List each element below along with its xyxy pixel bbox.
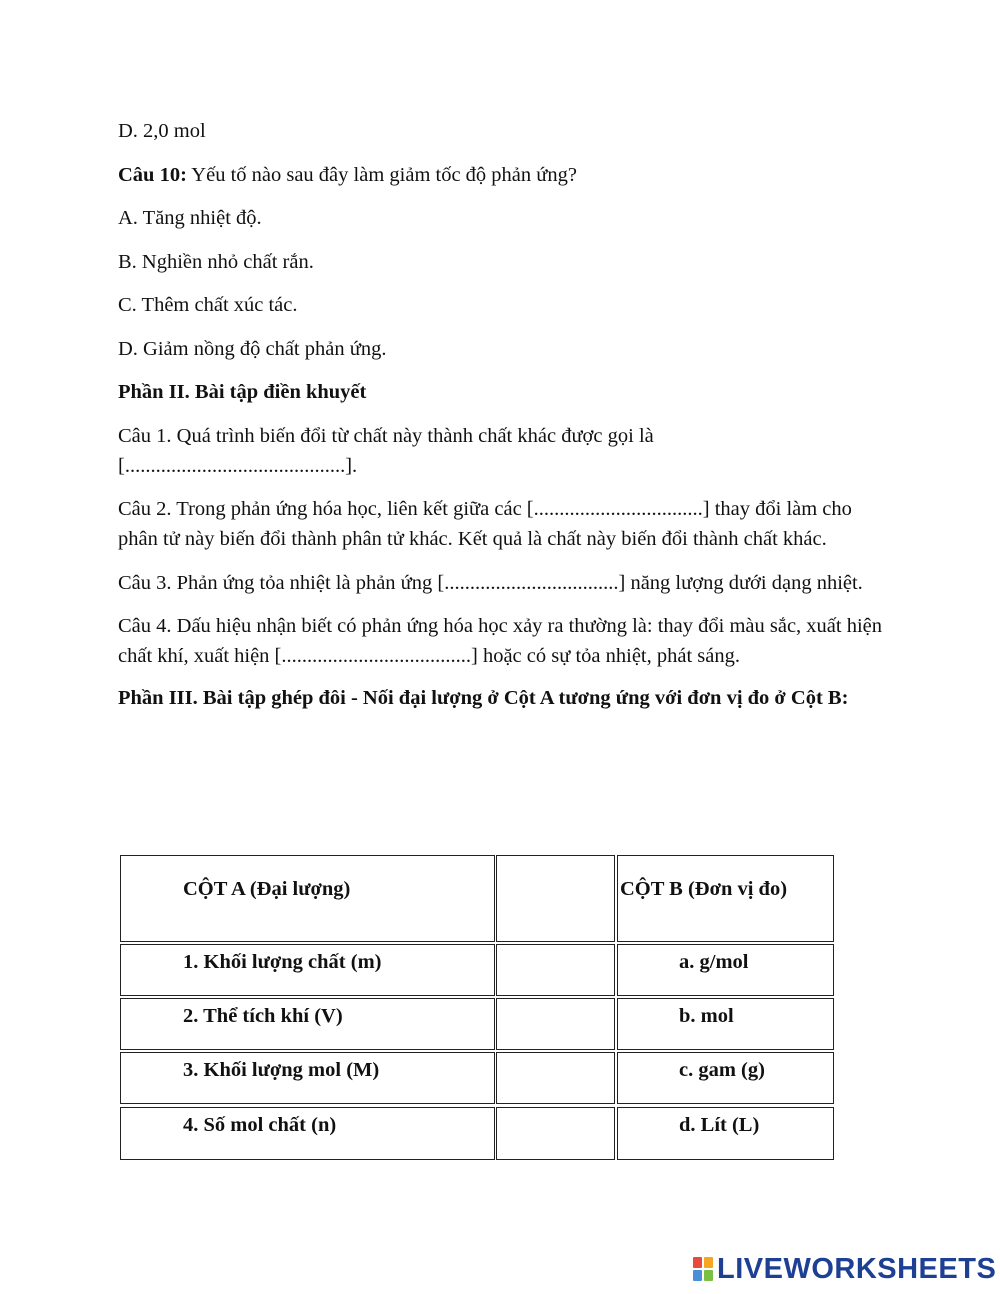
col-b-item-3: c. gam (g) bbox=[679, 1059, 765, 1081]
answer-header-cell bbox=[496, 855, 615, 942]
logo-block-green bbox=[704, 1270, 713, 1281]
q10-text: Yếu tố nào sau đây làm giảm tốc độ phản ứng? bbox=[186, 163, 577, 186]
logo-blocks-icon bbox=[693, 1257, 713, 1281]
part3-heading: Phần III. Bài tập ghép đôi - Nối đại lượng ở Cột A tương ứng với đơn vị đo ở Cột B: bbox=[118, 687, 849, 709]
logo-block-red bbox=[693, 1257, 702, 1268]
q9-option-d: D. 2,0 mol bbox=[118, 120, 206, 142]
part2-q3: Câu 3. Phản ứng tỏa nhiệt là phản ứng [..................................] năng lượng dưới dạng nhiệt. bbox=[118, 571, 863, 594]
header-a-text: CỘT A (Đại lượng) bbox=[183, 878, 351, 900]
col-a-cell-1 bbox=[120, 944, 495, 996]
header-cell-a bbox=[120, 855, 495, 942]
logo-block-orange bbox=[704, 1257, 713, 1268]
q10-label: Câu 10: bbox=[118, 163, 187, 186]
col-a-cell-2 bbox=[120, 998, 495, 1050]
part2-q4: Câu 4. Dấu hiệu nhận biết có phản ứng hóa học xảy ra thường là: thay đổi màu sắc, xuất hiện chất khí, xuất hiện [.....................................] hoặc có sự tỏa nhiệt, phát sáng. bbox=[118, 615, 883, 667]
col-a-item-4: 4. Số mol chất (n) bbox=[183, 1114, 337, 1136]
header-b-text: CỘT B (Đơn vị đo) bbox=[620, 878, 788, 900]
col-b-item-1: a. g/mol bbox=[679, 951, 749, 973]
part2-q1: Câu 1. Quá trình biến đổi từ chất này thành chất khác được gọi là [...........................................]. bbox=[118, 424, 654, 477]
col-a-item-3: 3. Khối lượng mol (M) bbox=[183, 1059, 380, 1081]
col-b-cell-4 bbox=[617, 1107, 834, 1160]
col-a-cell-3 bbox=[120, 1052, 495, 1104]
answer-cell-4[interactable] bbox=[496, 1107, 615, 1160]
col-a-cell-4 bbox=[120, 1107, 495, 1160]
liveworksheets-logo bbox=[693, 1252, 996, 1286]
header-cell-b bbox=[617, 855, 834, 942]
q10-option-b: B. Nghiền nhỏ chất rắn. bbox=[118, 250, 314, 273]
col-b-cell-3 bbox=[617, 1052, 834, 1104]
answer-cell-3[interactable] bbox=[496, 1052, 615, 1104]
q10-question bbox=[118, 160, 888, 190]
worksheet-page bbox=[118, 116, 888, 727]
part2-heading: Phần II. Bài tập điền khuyết bbox=[118, 381, 367, 403]
col-b-item-2: b. mol bbox=[679, 1005, 734, 1027]
col-b-cell-2 bbox=[617, 998, 834, 1050]
answer-cell-2[interactable] bbox=[496, 998, 615, 1050]
q10-option-c: C. Thêm chất xúc tác. bbox=[118, 294, 298, 316]
brand-name: LIVEWORKSHEETS bbox=[717, 1252, 997, 1285]
col-b-cell-1 bbox=[617, 944, 834, 996]
col-b-item-4: d. Lít (L) bbox=[679, 1114, 760, 1136]
part2-q2: Câu 2. Trong phản ứng hóa học, liên kết giữa các [.................................] thay đổi làm cho phân tử này biến đổi thành phân tử khác. Kết quả là chất này biến đổi thành chất khác. bbox=[118, 498, 852, 550]
q10-option-a: A. Tăng nhiệt độ. bbox=[118, 207, 262, 229]
col-a-item-2: 2. Thể tích khí (V) bbox=[183, 1005, 343, 1027]
q10-option-d: D. Giảm nồng độ chất phản ứng. bbox=[118, 337, 387, 360]
col-a-item-1: 1. Khối lượng chất (m) bbox=[183, 951, 382, 973]
answer-cell-1[interactable] bbox=[496, 944, 615, 996]
logo-block-blue bbox=[693, 1270, 702, 1281]
